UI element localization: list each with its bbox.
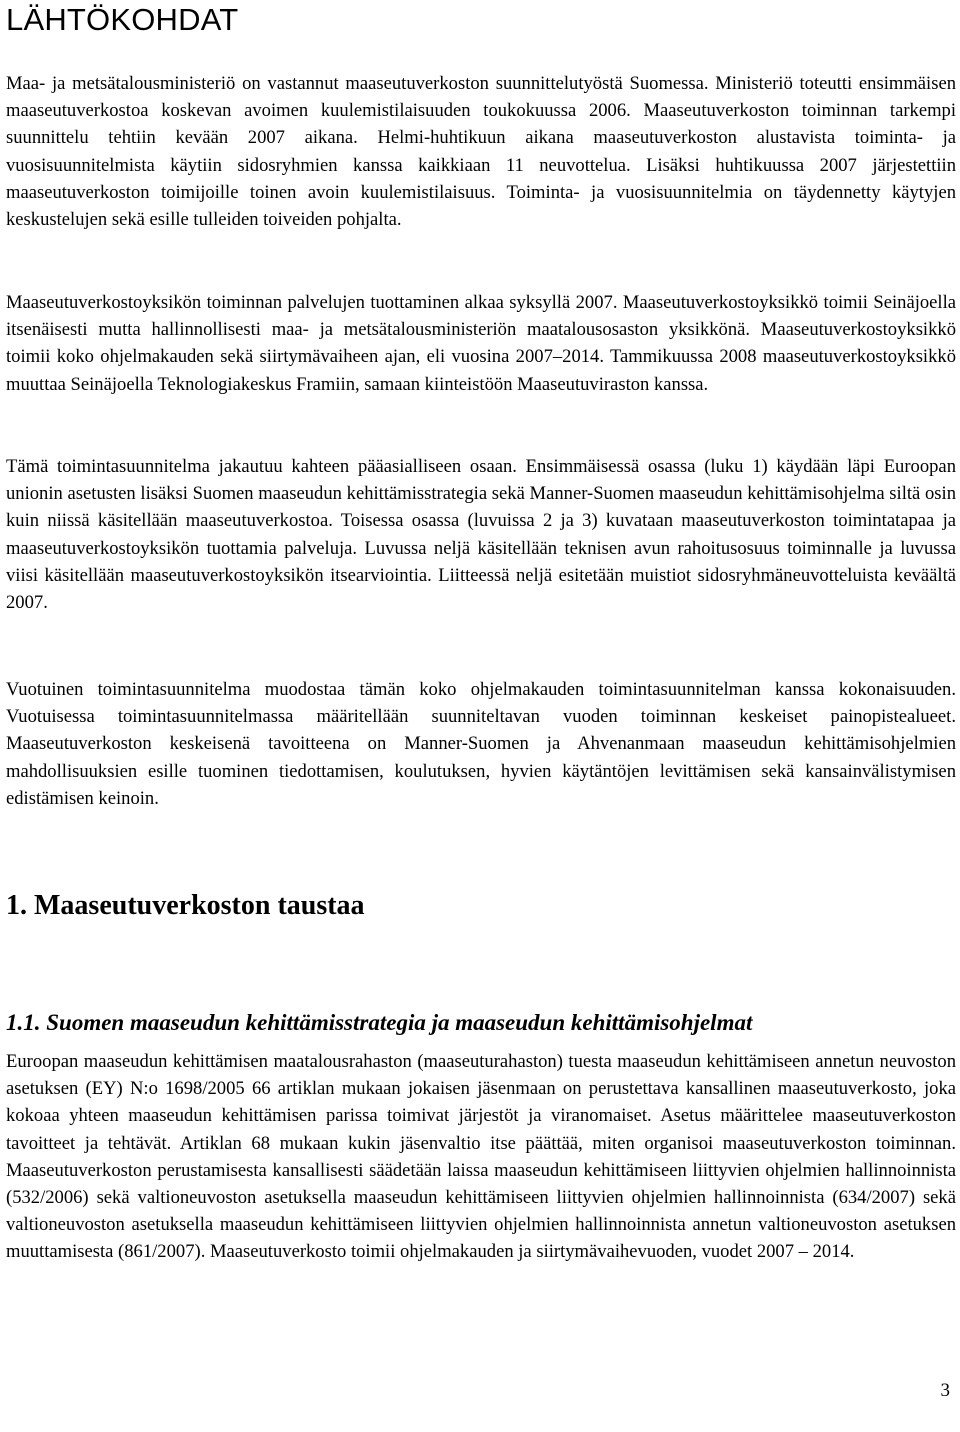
page-title: LÄHTÖKOHDAT <box>6 2 239 37</box>
section-1-1-heading: 1.1. Suomen maaseudun kehittämisstrategia ja maaseudun kehittämisohjelmat <box>6 1010 753 1035</box>
page-number: 3 <box>940 1380 950 1401</box>
structure-paragraph: Tämä toimintasuunnitelma jakautuu kahteen pääasialliseen osaan. Ensimmäisessä osassa (luku 1) käydään läpi Euroopan unionin asetusten lisäksi Suomen maaseudun kehittämisstrategia sekä Manner-Suomen maaseudun kehittämisohjelma siltä osin kuin niissä käsitellään maaseutuverkostoa. Toisessa osassa (luvuissa 2 ja 3) kuvataan maaseutuverkoston toimintatapaa ja maaseutuverkostoyksikön tuottamia palveluja. Luvussa neljä käsitellään teknisen avun rahoitusosuus toiminnalle ja luvussa viisi käsitellään maaseutuverkostoyksikön itsearviointia. Liitteessä neljä esitetään muistiot sidosryhmäneuvotteluista keväältä 2007. <box>6 456 956 614</box>
intro-paragraph: Maa- ja metsätalousministeriö on vastannut maaseutuverkoston suunnittelutyöstä Suomessa. Ministeriö toteutti ensimmäisen maaseutuverkostoa koskevan avoimen kuulemistilaisuuden toukokuussa 2006. Maaseutuverkoston toiminnan tarkempi suunnittelu tehtiin kevään 2007 aikana. Helmi-huhtikuun aikana maaseutuverkoston alustavista toiminta- ja vuosisuunnitelmista käytiin sidosryhmien kanssa kaikkiaan 11 neuvottelua. Lisäksi huhtikuussa 2007 järjestettiin maaseutuverkoston toimijoille toinen avoin kuulemistilaisuus. Toiminta- ja vuosisuunnitelmia on täydennetty käytyjen keskustelujen sekä esille tulleiden toiveiden pohjalta. <box>6 73 956 231</box>
unit-paragraph: Maaseutuverkostoyksikön toiminnan palvelujen tuottaminen alkaa syksyllä 2007. Maaseutuverkostoyksikkö toimii Seinäjoella itsenäisesti mutta hallinnollisesti maa- ja metsätalousministeriön maatalousosaston yksikkönä. Maaseutuverkostoyksikkö toimii koko ohjelmakauden sekä siirtymävaiheen ajan, eli vuosina 2007–2014. Tammikuussa 2008 maaseutuverkostoyksikkö muuttaa Seinäjoella Teknologiakeskus Framiin, samaan kiinteistöön Maaseutuviraston kanssa. <box>6 292 956 395</box>
annual-plan-paragraph: Vuotuinen toimintasuunnitelma muodostaa tämän koko ohjelmakauden toimintasuunnitelman kanssa kokonaisuuden. Vuotuisessa toimintasuunnitelmassa määritellään suunniteltavan vuoden toiminnan keskeiset painopistealueet. Maaseutuverkoston keskeisenä tavoitteena on Manner-Suomen ja Ahvenanmaan maaseudun kehittämisohjelmien mahdollisuuksien esille tuominen tiedottamisen, koulutuksen, hyvien käytäntöjen levittämisen sekä kansainvälistymisen edistämisen keinoin. <box>6 679 956 809</box>
section-1-heading: 1. Maaseutuverkoston taustaa <box>6 890 365 921</box>
section-1-1-body: Euroopan maaseudun kehittämisen maatalousrahaston (maaseuturahaston) tuesta maaseudun kehittämiseen annetun neuvoston asetuksen (EY) N:o 1698/2005 66 artiklan mukaan jokaisen jäsenmaan on perustettava kansallinen maaseutuverkosto, joka kokoaa yhteen maaseudun kehittämisen parissa toimivat järjestöt ja viranomaiset. Asetus määrittelee maaseutuverkoston tavoitteet ja tehtävät. Artiklan 68 mukaan kukin jäsenvaltio itse päättää, miten organisoi maaseutuverkoston toiminnan. Maaseutuverkoston perustamisesta kansallisesti säädetään laissa maaseudun kehittämiseen liittyvien ohjelmien hallinnoinnista (532/2006) sekä valtioneuvoston asetuksella maaseudun kehittämiseen liittyvien ohjelmien hallinnoinnista (634/2007) sekä valtioneuvoston asetuksella maaseudun kehittämiseen liittyvien ohjelmien hallinnoinnista annetun valtioneuvoston asetuksen muuttamisesta (861/2007). Maaseutuverkosto toimii ohjelmakauden ja siirtymävaihevuoden, vuodet 2007 – 2014. <box>6 1051 956 1263</box>
